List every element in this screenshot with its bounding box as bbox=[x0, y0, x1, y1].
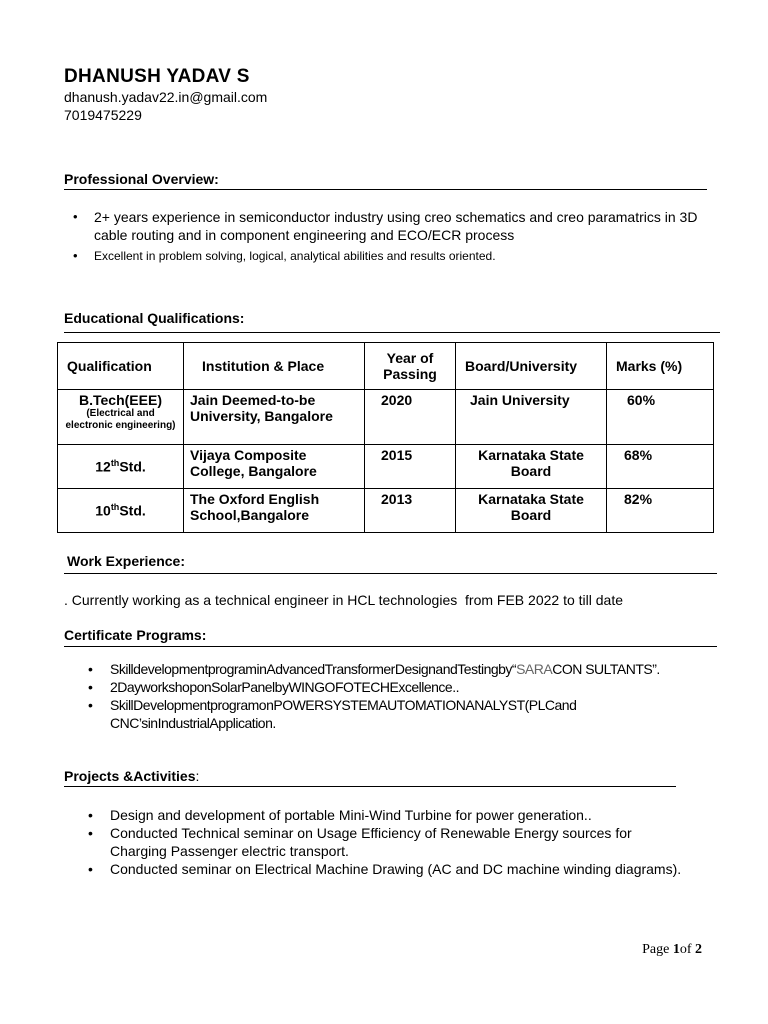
qualification-text: B.Tech(EEE) bbox=[79, 392, 162, 408]
certificate-text: CON SULTANTS”. bbox=[552, 661, 660, 677]
col-header-board: Board/University bbox=[456, 343, 607, 390]
qualification-rest: Std. bbox=[119, 502, 146, 519]
cell-board: Karnataka State Board bbox=[456, 445, 607, 489]
certificate-item: • SkillDevelopmentprogramonPOWERSYSTEMAUTOMATIONANALYST(PLCand CNC’sinIndustrialApplication. bbox=[64, 696, 684, 732]
overview-heading: Professional Overview: bbox=[64, 171, 219, 187]
cell-board: Jain University bbox=[456, 390, 607, 445]
overview-list bbox=[64, 208, 704, 264]
certificates-list bbox=[64, 660, 684, 732]
certificate-text-highlight: SARA bbox=[516, 661, 553, 677]
project-item: • Design and development of portable Mini-Wind Turbine for power generation.. bbox=[64, 806, 684, 824]
cell-year: 2015 bbox=[365, 445, 456, 489]
cell-marks: 60% bbox=[607, 390, 714, 445]
work-heading: Work Experience: bbox=[67, 553, 186, 569]
cell-institution: The Oxford English School,Bangalore bbox=[184, 489, 365, 533]
education-heading: Educational Qualifications: bbox=[64, 310, 245, 326]
overview-divider bbox=[64, 189, 707, 190]
qualification-sup: th bbox=[110, 502, 120, 513]
page-total: 2 bbox=[695, 942, 702, 957]
cell-qualification bbox=[58, 489, 184, 533]
overview-item: • Excellent in problem solving, logical, analytical abilities and results oriented. bbox=[64, 248, 704, 264]
table-header-row bbox=[58, 343, 714, 390]
cell-marks: 68% bbox=[607, 445, 714, 489]
work-divider bbox=[64, 573, 717, 574]
page-number: 1 bbox=[672, 942, 680, 957]
table-row bbox=[58, 445, 714, 489]
cell-year: 2013 bbox=[365, 489, 456, 533]
cell-institution: Vijaya Composite College, Bangalore bbox=[184, 445, 365, 489]
qualification-num: 12 bbox=[95, 458, 111, 475]
certificate-item: • 2DayworkshoponSolarPanelbyWINGOFOTECHExcellence.. bbox=[64, 678, 684, 696]
cell-marks: 82% bbox=[607, 489, 714, 533]
phone-text: 7019475229 bbox=[64, 107, 142, 123]
table-row bbox=[58, 390, 714, 445]
cell-qualification bbox=[58, 445, 184, 489]
certificate-text: SkilldevelopmentprograminAdvancedTransformerDesignandTestingby“ bbox=[110, 661, 517, 677]
candidate-name: DHANUSH YADAV S bbox=[64, 66, 250, 87]
col-header-qualification: Qualification bbox=[58, 343, 184, 390]
overview-item: • 2+ years experience in semiconductor industry using creo schematics and creo paramatrics in 3D cable routing and in component engineering and ECO/ECR process bbox=[64, 208, 704, 244]
email-text: dhanush.yadav22.in@gmail.com bbox=[64, 89, 268, 105]
cell-year: 2020 bbox=[365, 390, 456, 445]
projects-heading bbox=[64, 768, 199, 784]
project-item: • Conducted Technical seminar on Usage Efficiency of Renewable Energy sources for Charging Passenger electric transport. bbox=[64, 824, 684, 860]
cell-institution: Jain Deemed-to-be University, Bangalore bbox=[184, 390, 365, 445]
col-header-marks: Marks (%) bbox=[607, 343, 714, 390]
cell-qualification bbox=[58, 390, 184, 445]
certificate-item bbox=[64, 660, 684, 678]
work-text: . Currently working as a technical engineer in HCL technologies from FEB 2022 to till date bbox=[64, 592, 623, 608]
projects-title: Projects &Activities bbox=[64, 768, 196, 784]
of-word: of bbox=[679, 942, 695, 957]
table-row bbox=[58, 489, 714, 533]
qualification-note: (Electrical and electronic engineering) bbox=[65, 408, 176, 431]
education-divider bbox=[64, 332, 720, 333]
col-header-institution: Institution & Place bbox=[184, 343, 365, 390]
qualification-rest: Std. bbox=[119, 458, 146, 475]
qualification-num: 10 bbox=[95, 502, 111, 519]
page-word: Page bbox=[642, 942, 673, 957]
projects-divider bbox=[64, 786, 676, 787]
education-table bbox=[57, 342, 714, 533]
col-header-year: Year of Passing bbox=[365, 343, 456, 390]
page-footer bbox=[642, 942, 702, 958]
certificates-divider bbox=[64, 646, 717, 647]
qualification-sup: th bbox=[110, 458, 120, 469]
project-item: • Conducted seminar on Electrical Machine Drawing (AC and DC machine winding diagrams). bbox=[64, 860, 684, 878]
projects-list bbox=[64, 806, 684, 878]
certificates-heading: Certificate Programs: bbox=[64, 627, 207, 643]
cell-board: Karnataka State Board bbox=[456, 489, 607, 533]
projects-colon: : bbox=[195, 768, 200, 784]
